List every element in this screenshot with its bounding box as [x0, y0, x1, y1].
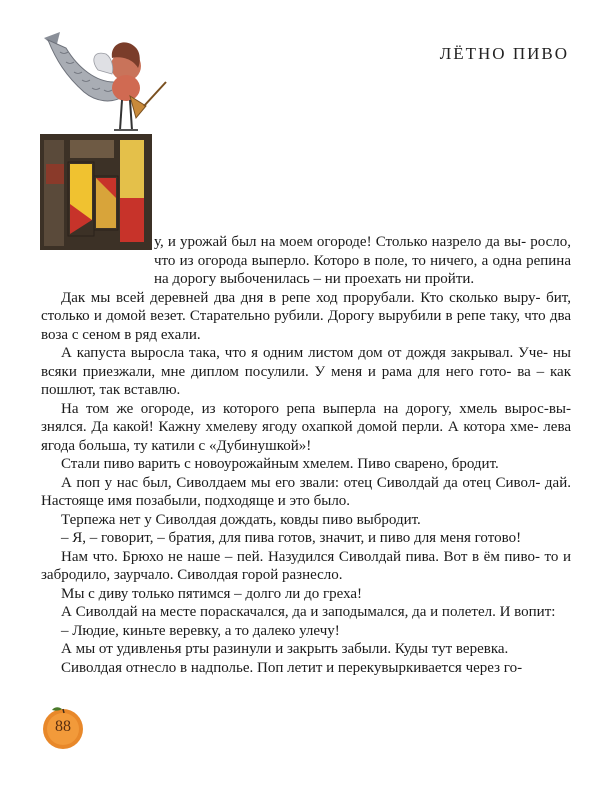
paragraph: Мы с диву только пятимся – долго ли до греха! [61, 585, 363, 602]
paragraph: Терпежа нет у Сиволдая дождать, ковды пиво выбродит. [61, 511, 421, 528]
paragraph: Стали пиво варить с новоурожайным хмелем. Пиво сварено, бродит. [61, 456, 499, 472]
paragraph: – Людие, киньте веревку, а то далеко улечу! [61, 622, 340, 639]
paragraph: Дак мы всей деревней два дня в репе ход прорубали. Кто сколько выру- бит, столько и домой везет. Старательно рубили. Дорогу вырубили в репе таку, что два воза с сеном в ряд ехали. [41, 289, 571, 343]
paragraph: Сиволдая отнесло в надполье. Поп летит и перекувыркивается через го- [61, 659, 523, 676]
paragraph: А Сиволдай на месте пораскачался, да и заподымался, да и полетел. И вопит: [61, 604, 556, 620]
paragraph: – Я, – говорит, – братия, для пива готов, значит, и пиво для меня готово! [61, 530, 522, 546]
running-title: ЛЁТНО ПИВО [439, 44, 569, 63]
page-number: 88 [55, 718, 71, 735]
paragraph: Нам что. Брюхо не наше – пей. Назудился Сиволдай пива. Вот в ём пиво- то и забродило, заурчало. Сиволдая горой разнесло. [41, 548, 571, 583]
story-text [41, 233, 571, 677]
mermaid-musician-illustration [26, 30, 176, 134]
paragraph: А капуста выросла така, что я одним листом дом от дождя закрывал. Уче- ны всяки приезжали, мне диплом посулили. У меня и рама для него гото- ва – как пошлют, так вставлю. [41, 345, 571, 398]
paragraph: На том же огороде, из которого репа выперла на дорогу, хмель вырос-вы- знялся. Да какой! Кажну хмелеву ягоду охапкой домой перли. А котора хме- лева ягода больша, ту катили с «Дубинушкой»! [41, 400, 571, 454]
paragraph: А мы от удивленья рты разинули и закрыть забыли. Куды тут веревка. [61, 641, 509, 657]
paragraph: у, и урожай был на моем огороде! Столько назрело да вы- росло, что из огорода выперло. Которо в поле, то ничего, а одна репина на дорогу выбоченилась – ни проехать ни пройти. [154, 234, 571, 287]
paragraph: А поп у нас был, Сиволдаем мы его звали: отец Сиволдай да отец Сивол- дай. Настояще имя позабыли, подходяще и это было. [41, 474, 571, 509]
